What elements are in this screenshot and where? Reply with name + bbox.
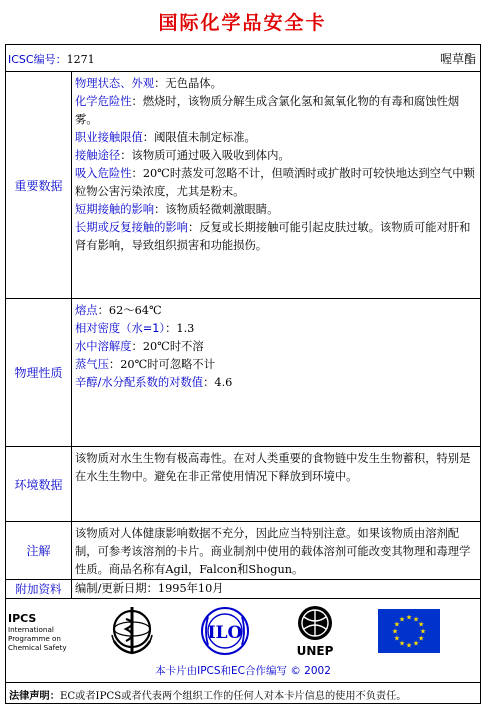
svg-text:ILO: ILO (207, 623, 243, 643)
card-title: 国际化学品安全卡 (158, 12, 327, 34)
important-data-label: 重要数据 (6, 72, 72, 298)
important-item: 接触途径：该物质可通过吸入吸收到体内。 (75, 149, 290, 162)
important-item-key: 物理状态、外观 (75, 77, 155, 90)
important-item: 物理状态、外观：无色晶体。 (75, 77, 222, 90)
important-item-value: 燃烧时，该物质分解生成含氯化氢和氮氧化物的有毒和腐蚀性烟雾。 (75, 95, 460, 126)
additional-info-text: 编制/更新日期：1995年10月 (75, 582, 224, 595)
physical-item-value: 4.6 (214, 376, 233, 389)
eu-star-icon: ★ (391, 627, 399, 636)
notes-text: 该物质对人体健康影响数据不充分，因此应当特别注意。如果该物质由溶剂配制，可参考该溶剂的卡片。商业制剂中使用的载体溶剂可能改变其物理和毒理学性质。商品名称有Agil，Falcon和Shogun。 (75, 527, 471, 576)
notes-section (6, 522, 480, 580)
eu-star-icon: ★ (405, 641, 413, 650)
eu-star-icon: ★ (419, 627, 427, 636)
ipcs-logo: IPCS International Programme on Chemical Safety (8, 612, 67, 652)
physical-item-key: 辛醇/水分配系数的对数值 (75, 376, 204, 389)
eu-flag-icon (378, 609, 440, 653)
physical-item: 蒸气压：20℃时可忽略不计 (75, 358, 216, 371)
ilo-emblem-icon (199, 605, 251, 657)
environment-label: 环境数据 (6, 447, 72, 521)
icsc-row (6, 45, 480, 72)
eu-star-icon: ★ (417, 634, 425, 643)
legal-statement-row (6, 683, 480, 703)
environment-section (6, 447, 480, 522)
physical-item-key: 蒸气压 (75, 358, 109, 371)
physical-properties-content (73, 299, 480, 446)
safety-card (5, 44, 481, 704)
eu-star-icon: ★ (405, 613, 413, 622)
important-item-value: 无色晶体。 (165, 77, 222, 90)
eu-star-icon: ★ (393, 634, 401, 643)
eu-star-icon: ★ (412, 639, 420, 648)
important-item-key: 长期或反复接触的影响 (75, 221, 188, 234)
physical-item-value: 20℃时不溶 (142, 340, 204, 353)
important-item-key: 短期接触的影响 (75, 203, 155, 216)
eu-star-icon: ★ (393, 620, 401, 629)
physical-item-value: 62～64℃ (108, 304, 162, 317)
important-item: 化学危险性：燃烧时，该物质分解生成含氯化氢和氮氧化物的有毒和腐蚀性烟雾。 (75, 95, 460, 126)
important-item-value: 反复或长期接触可能引起皮肤过敏。该物质可能对肝和肾有影响，导致组织损害和功能损伤。 (75, 221, 471, 252)
physical-item-value: 20℃时可忽略不计 (120, 358, 216, 371)
important-item-key: 职业接触限值 (75, 131, 143, 144)
physical-properties-section (6, 299, 480, 447)
important-data-content (73, 72, 480, 298)
eu-star-icon: ★ (398, 615, 406, 624)
eu-star-icon: ★ (398, 639, 406, 648)
important-item: 长期或反复接触的影响：反复或长期接触可能引起皮肤过敏。该物质可能对肝和肾有影响，导致组织损害和功能损伤。 (75, 221, 471, 252)
physical-item-key: 熔点 (75, 304, 98, 317)
important-item: 吸入危险性：20℃时蒸发可忽略不计，但喷洒时或扩散时可较快地达到空气中颗粒物公害污染浓度，尤其是粉末。 (75, 167, 475, 198)
footer-logos (6, 599, 480, 683)
svg-text:UNEP: UNEP (296, 644, 334, 658)
chemical-name: 喔草酯 (439, 52, 476, 66)
important-item-value: 20℃时蒸发可忽略不计，但喷洒时或扩散时可较快地达到空气中颗粒物公害污染浓度，尤其是粉末。 (75, 167, 475, 198)
physical-item-value: 1.3 (176, 322, 195, 335)
physical-item-key: 水中溶解度 (75, 340, 132, 353)
legal-statement: 法律声明：EC或者IPCS或者代表两个组织工作的任何人对本卡片信息的使用不负责任。 (9, 691, 407, 702)
icsc-number: 1271 (66, 53, 95, 66)
important-item-key: 接触途径 (75, 149, 121, 162)
eu-star-icon: ★ (417, 620, 425, 629)
physical-properties-label: 物理性质 (6, 299, 72, 446)
icsc-label: ICSC编号：1271 (8, 53, 95, 66)
eu-star-icon: ★ (412, 615, 420, 624)
additional-info-label: 附加资料 (6, 580, 72, 598)
important-item-key: 吸入危险性 (75, 167, 132, 180)
important-item-value: 该物质可通过吸入吸收到体内。 (131, 149, 290, 162)
physical-item: 相对密度（水=1）：1.3 (75, 322, 195, 335)
physical-item: 辛醇/水分配系数的对数值：4.6 (75, 376, 233, 389)
notes-label: 注解 (6, 522, 72, 579)
important-data-section (6, 72, 480, 299)
important-item: 职业接触限值：阈限值未制定标准。 (75, 131, 256, 144)
important-item-value: 阈限值未制定标准。 (154, 131, 256, 144)
important-item-value: 该物质轻微刺激眼睛。 (165, 203, 279, 216)
copyright-text: 本卡片由IPCS和EC合作编写 © 2002 (155, 665, 331, 677)
physical-item: 熔点：62～64℃ (75, 304, 162, 317)
physical-item-key: 相对密度（水=1） (75, 322, 166, 335)
environment-text: 该物质对水生生物有极高毒性。在对人类重要的食物链中发生生物蓄积，特别是在水生生物中。避免在非正常使用情况下释放到环境中。 (75, 452, 471, 483)
additional-info-section (6, 580, 480, 599)
who-emblem-icon (106, 605, 158, 657)
physical-item: 水中溶解度：20℃时不溶 (75, 340, 204, 353)
important-item-key: 化学危险性 (75, 95, 132, 108)
important-item: 短期接触的影响：该物质轻微刺激眼睛。 (75, 203, 279, 216)
unep-emblem-icon (292, 603, 338, 659)
